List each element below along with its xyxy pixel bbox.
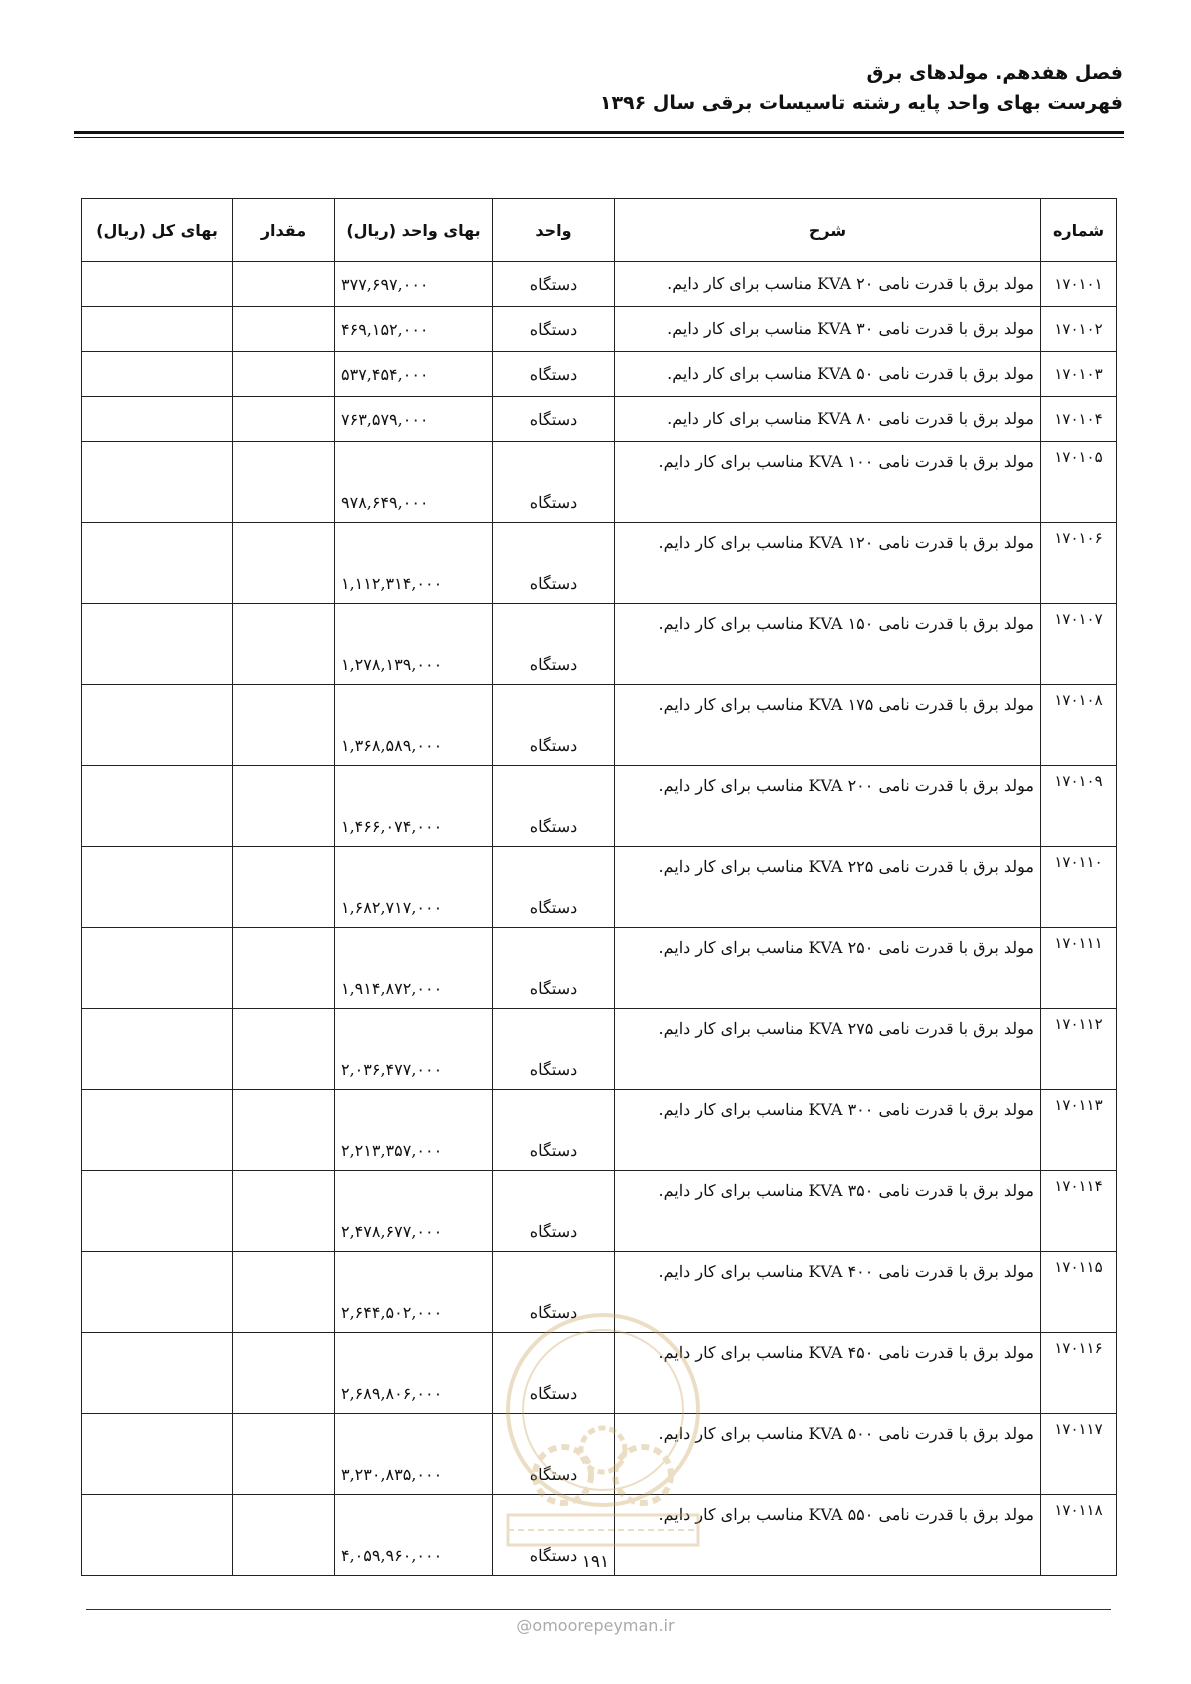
cell-description: مولد برق با قدرت نامی ۸۰ KVA مناسب برای کار دایم. — [615, 397, 1041, 442]
cell-number: ۱۷۰۱۱۶ — [1041, 1333, 1117, 1414]
table-row — [82, 1252, 1117, 1333]
cell-unit: دستگاه — [493, 397, 615, 442]
price-table — [81, 198, 1117, 1576]
cell-unit-price: ۱,۴۶۶,۰۷۴,۰۰۰ — [335, 766, 493, 847]
cell-unit: دستگاه — [493, 1414, 615, 1495]
cell-unit-price: ۲,۶۸۹,۸۰۶,۰۰۰ — [335, 1333, 493, 1414]
footer-rule — [86, 1609, 1111, 1610]
cell-number: ۱۷۰۱۱۷ — [1041, 1414, 1117, 1495]
table-row — [82, 928, 1117, 1009]
cell-quantity — [233, 352, 335, 397]
cell-number: ۱۷۰۱۱۲ — [1041, 1009, 1117, 1090]
cell-number: ۱۷۰۱۱۱ — [1041, 928, 1117, 1009]
cell-unit: دستگاه — [493, 442, 615, 523]
cell-quantity — [233, 262, 335, 307]
cell-quantity — [233, 1090, 335, 1171]
header-rule-thin — [74, 137, 1124, 138]
cell-total-price — [82, 1009, 233, 1090]
cell-description: مولد برق با قدرت نامی ۴۰۰ KVA مناسب برای کار دایم. — [615, 1252, 1041, 1333]
cell-total-price — [82, 1171, 233, 1252]
table-row — [82, 1090, 1117, 1171]
cell-number: ۱۷۰۱۱۸ — [1041, 1495, 1117, 1576]
table-row — [82, 352, 1117, 397]
cell-quantity — [233, 604, 335, 685]
cell-unit-price: ۴,۰۵۹,۹۶۰,۰۰۰ — [335, 1495, 493, 1576]
cell-unit-price: ۲,۲۱۳,۳۵۷,۰۰۰ — [335, 1090, 493, 1171]
cell-total-price — [82, 307, 233, 352]
cell-number: ۱۷۰۱۱۴ — [1041, 1171, 1117, 1252]
cell-number: ۱۷۰۱۱۰ — [1041, 847, 1117, 928]
column-header-number: شماره — [1041, 199, 1117, 262]
cell-unit-price: ۳,۲۳۰,۸۳۵,۰۰۰ — [335, 1414, 493, 1495]
cell-number: ۱۷۰۱۰۵ — [1041, 442, 1117, 523]
cell-quantity — [233, 1252, 335, 1333]
cell-total-price — [82, 1333, 233, 1414]
cell-unit: دستگاه — [493, 1090, 615, 1171]
cell-unit-price: ۲,۶۴۴,۵۰۲,۰۰۰ — [335, 1252, 493, 1333]
table-row — [82, 1414, 1117, 1495]
cell-unit-price: ۱,۱۱۲,۳۱۴,۰۰۰ — [335, 523, 493, 604]
cell-unit: دستگاه — [493, 1333, 615, 1414]
cell-total-price — [82, 523, 233, 604]
cell-description: مولد برق با قدرت نامی ۱۷۵ KVA مناسب برای کار دایم. — [615, 685, 1041, 766]
cell-quantity — [233, 1414, 335, 1495]
cell-unit: دستگاه — [493, 1009, 615, 1090]
site-watermark: @omoorepeyman.ir — [516, 1616, 675, 1635]
cell-description: مولد برق با قدرت نامی ۲۰۰ KVA مناسب برای کار دایم. — [615, 766, 1041, 847]
table-row — [82, 442, 1117, 523]
cell-quantity — [233, 685, 335, 766]
cell-description: مولد برق با قدرت نامی ۲۲۵ KVA مناسب برای کار دایم. — [615, 847, 1041, 928]
chapter-title: فصل هفدهم. مولدهای برق — [866, 62, 1123, 84]
column-header-unit: واحد — [493, 199, 615, 262]
cell-number: ۱۷۰۱۰۳ — [1041, 352, 1117, 397]
cell-description: مولد برق با قدرت نامی ۳۰ KVA مناسب برای کار دایم. — [615, 307, 1041, 352]
cell-total-price — [82, 352, 233, 397]
table-row — [82, 523, 1117, 604]
header-rule-thick — [74, 131, 1124, 134]
cell-total-price — [82, 685, 233, 766]
cell-unit: دستگاه — [493, 1495, 615, 1576]
cell-unit: دستگاه — [493, 262, 615, 307]
cell-unit-price: ۹۷۸,۶۴۹,۰۰۰ — [335, 442, 493, 523]
table-row — [82, 307, 1117, 352]
cell-description: مولد برق با قدرت نامی ۱۲۰ KVA مناسب برای کار دایم. — [615, 523, 1041, 604]
cell-number: ۱۷۰۱۱۵ — [1041, 1252, 1117, 1333]
table-header-row — [82, 199, 1117, 262]
table-row — [82, 847, 1117, 928]
cell-unit: دستگاه — [493, 847, 615, 928]
cell-description: مولد برق با قدرت نامی ۲۵۰ KVA مناسب برای کار دایم. — [615, 928, 1041, 1009]
cell-quantity — [233, 307, 335, 352]
cell-description: مولد برق با قدرت نامی ۳۰۰ KVA مناسب برای کار دایم. — [615, 1090, 1041, 1171]
cell-total-price — [82, 442, 233, 523]
table-row — [82, 262, 1117, 307]
cell-quantity — [233, 442, 335, 523]
cell-description: مولد برق با قدرت نامی ۵۰ KVA مناسب برای کار دایم. — [615, 352, 1041, 397]
cell-unit-price: ۷۶۳,۵۷۹,۰۰۰ — [335, 397, 493, 442]
cell-description: مولد برق با قدرت نامی ۵۰۰ KVA مناسب برای کار دایم. — [615, 1414, 1041, 1495]
cell-number: ۱۷۰۱۰۶ — [1041, 523, 1117, 604]
page-number: ۱۹۱ — [581, 1552, 610, 1572]
cell-unit: دستگاه — [493, 307, 615, 352]
cell-quantity — [233, 397, 335, 442]
cell-unit-price: ۱,۲۷۸,۱۳۹,۰۰۰ — [335, 604, 493, 685]
cell-unit: دستگاه — [493, 1252, 615, 1333]
cell-description: مولد برق با قدرت نامی ۳۵۰ KVA مناسب برای کار دایم. — [615, 1171, 1041, 1252]
cell-unit: دستگاه — [493, 352, 615, 397]
cell-number: ۱۷۰۱۰۲ — [1041, 307, 1117, 352]
cell-quantity — [233, 847, 335, 928]
cell-description: مولد برق با قدرت نامی ۴۵۰ KVA مناسب برای کار دایم. — [615, 1333, 1041, 1414]
cell-description: مولد برق با قدرت نامی ۱۰۰ KVA مناسب برای کار دایم. — [615, 442, 1041, 523]
table-row — [82, 1009, 1117, 1090]
cell-total-price — [82, 1090, 233, 1171]
cell-number: ۱۷۰۱۰۸ — [1041, 685, 1117, 766]
table-row — [82, 604, 1117, 685]
table-row — [82, 1171, 1117, 1252]
column-header-unit-price: بهای واحد (ریال) — [335, 199, 493, 262]
table-row — [82, 685, 1117, 766]
cell-unit-price: ۲,۰۳۶,۴۷۷,۰۰۰ — [335, 1009, 493, 1090]
cell-total-price — [82, 604, 233, 685]
column-header-total-price: بهای کل (ریال) — [82, 199, 233, 262]
cell-total-price — [82, 766, 233, 847]
cell-unit: دستگاه — [493, 928, 615, 1009]
cell-unit-price: ۳۷۷,۶۹۷,۰۰۰ — [335, 262, 493, 307]
cell-unit: دستگاه — [493, 685, 615, 766]
column-header-quantity: مقدار — [233, 199, 335, 262]
cell-total-price — [82, 1252, 233, 1333]
cell-total-price — [82, 847, 233, 928]
cell-number: ۱۷۰۱۰۴ — [1041, 397, 1117, 442]
cell-unit: دستگاه — [493, 604, 615, 685]
cell-total-price — [82, 1414, 233, 1495]
table-row — [82, 766, 1117, 847]
document-title: فهرست بهای واحد پایه رشته تاسیسات برقی سال ۱۳۹۶ — [599, 92, 1123, 114]
cell-quantity — [233, 1333, 335, 1414]
cell-description: مولد برق با قدرت نامی ۱۵۰ KVA مناسب برای کار دایم. — [615, 604, 1041, 685]
cell-unit: دستگاه — [493, 766, 615, 847]
cell-quantity — [233, 766, 335, 847]
cell-total-price — [82, 928, 233, 1009]
cell-unit: دستگاه — [493, 523, 615, 604]
cell-number: ۱۷۰۱۰۱ — [1041, 262, 1117, 307]
cell-total-price — [82, 262, 233, 307]
cell-unit-price: ۱,۶۸۲,۷۱۷,۰۰۰ — [335, 847, 493, 928]
cell-unit-price: ۵۳۷,۴۵۴,۰۰۰ — [335, 352, 493, 397]
cell-unit-price: ۲,۴۷۸,۶۷۷,۰۰۰ — [335, 1171, 493, 1252]
cell-quantity — [233, 523, 335, 604]
column-header-description: شرح — [615, 199, 1041, 262]
cell-number: ۱۷۰۱۱۳ — [1041, 1090, 1117, 1171]
table-row — [82, 397, 1117, 442]
cell-description: مولد برق با قدرت نامی ۵۵۰ KVA مناسب برای کار دایم. — [615, 1495, 1041, 1576]
cell-description: مولد برق با قدرت نامی ۲۷۵ KVA مناسب برای کار دایم. — [615, 1009, 1041, 1090]
cell-unit-price: ۱,۳۶۸,۵۸۹,۰۰۰ — [335, 685, 493, 766]
cell-total-price — [82, 397, 233, 442]
cell-quantity — [233, 1009, 335, 1090]
cell-quantity — [233, 928, 335, 1009]
page-header — [63, 58, 1123, 118]
cell-unit-price: ۱,۹۱۴,۸۷۲,۰۰۰ — [335, 928, 493, 1009]
cell-number: ۱۷۰۱۰۷ — [1041, 604, 1117, 685]
cell-number: ۱۷۰۱۰۹ — [1041, 766, 1117, 847]
cell-unit: دستگاه — [493, 1171, 615, 1252]
cell-quantity — [233, 1171, 335, 1252]
cell-unit-price: ۴۶۹,۱۵۲,۰۰۰ — [335, 307, 493, 352]
cell-description: مولد برق با قدرت نامی ۲۰ KVA مناسب برای کار دایم. — [615, 262, 1041, 307]
table-row — [82, 1333, 1117, 1414]
